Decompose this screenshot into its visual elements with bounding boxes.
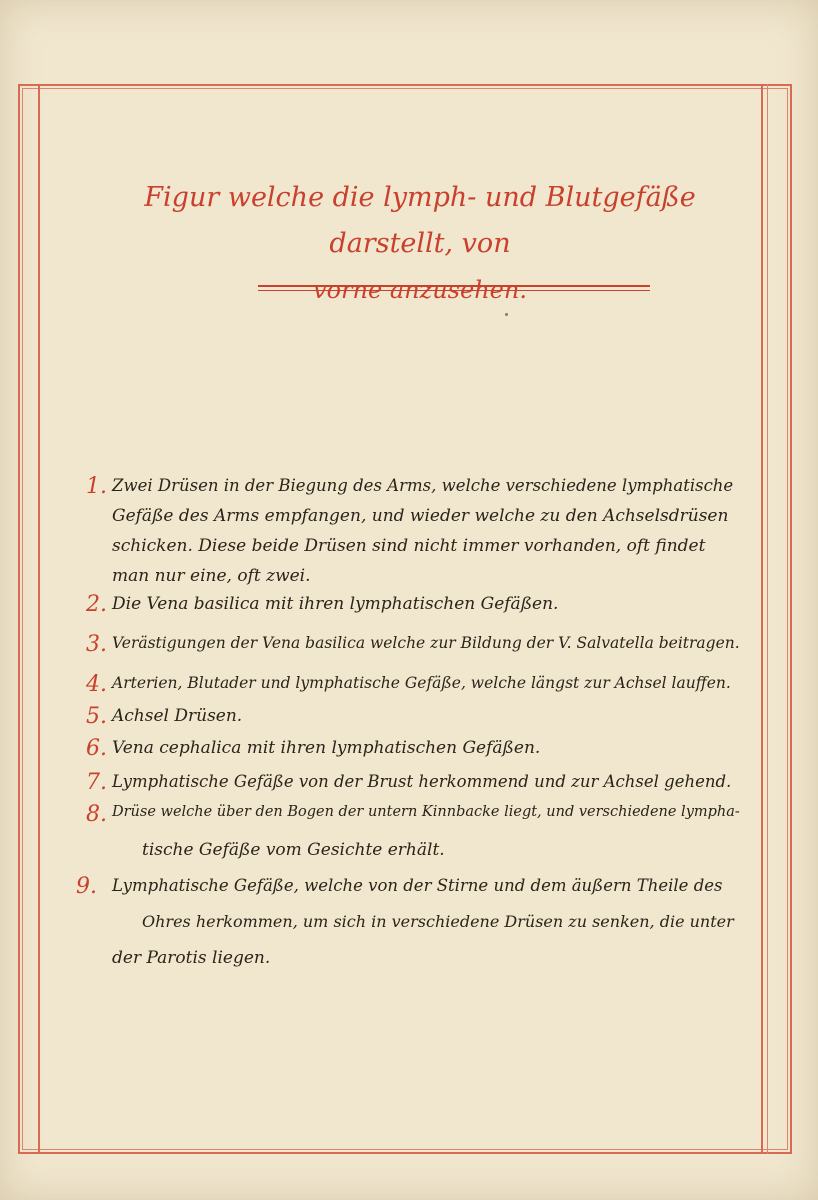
page-title (90, 175, 750, 313)
entry-number: 9. (76, 874, 97, 899)
entry-text-line: Zwei Drüsen in der Biegung des Arms, welche verschiedene lymphatische (112, 476, 734, 495)
entry-number: 8. (86, 802, 107, 827)
entry-number: 4. (86, 672, 107, 697)
entry-text-line: der Parotis liegen. (112, 948, 271, 968)
entry-text-line: Verästigungen der Vena basilica welche zur Bildung der V. Salvatella beitragen. (112, 634, 740, 652)
title-line-2: vorne anzusehen. (313, 276, 527, 304)
entry-number: 5. (86, 704, 107, 729)
right-margin-rule (761, 84, 763, 1154)
title-line-1: Figur welche die lymph- und Blutgefäße darstellt, von (144, 182, 696, 259)
entry-text-line: Die Vena basilica mit ihren lymphatischen Gefäßen. (112, 594, 559, 614)
entry-text-line: man nur eine, oft zwei. (112, 566, 311, 586)
entry-text-line: tische Gefäße vom Gesichte erhält. (142, 840, 445, 860)
entry-text-line: Ohres herkommen, um sich in verschiedene Drüsen zu senken, die unter (142, 912, 734, 931)
entry-number: 3. (86, 632, 107, 657)
entry-number: 6. (86, 736, 107, 761)
entry-text-line: Gefäße des Arms empfangen, und wieder welche zu den Achselsdrüsen (112, 506, 729, 526)
ink-dot (505, 313, 508, 316)
left-margin-rule (38, 84, 40, 1154)
right-margin-rule-thin (767, 84, 768, 1154)
entry-number: 2. (86, 592, 107, 617)
entry-text-line: Lymphatische Gefäße, welche von der Stirne und dem äußern Theile des (112, 876, 723, 895)
entry-text-line: Achsel Drüsen. (112, 706, 243, 726)
title-underline-thin (258, 290, 650, 291)
entry-text-line: Vena cephalica mit ihren lymphatischen Gefäßen. (112, 738, 541, 758)
entry-text-line: schicken. Diese beide Drüsen sind nicht immer vorhanden, oft findet (112, 536, 706, 556)
entry-text-line: Arterien, Blutader und lymphatische Gefäße, welche längst zur Achsel lauffen. (112, 674, 731, 692)
entry-text-line: Drüse welche über den Bogen der untern Kinnbacke liegt, und verschiedene lympha- (112, 804, 740, 820)
entry-text-line: Lymphatische Gefäße von der Brust herkommend und zur Achsel gehend. (112, 772, 732, 791)
title-underline (258, 285, 650, 287)
entry-number: 7. (86, 770, 107, 795)
entry-number: 1. (86, 474, 107, 499)
